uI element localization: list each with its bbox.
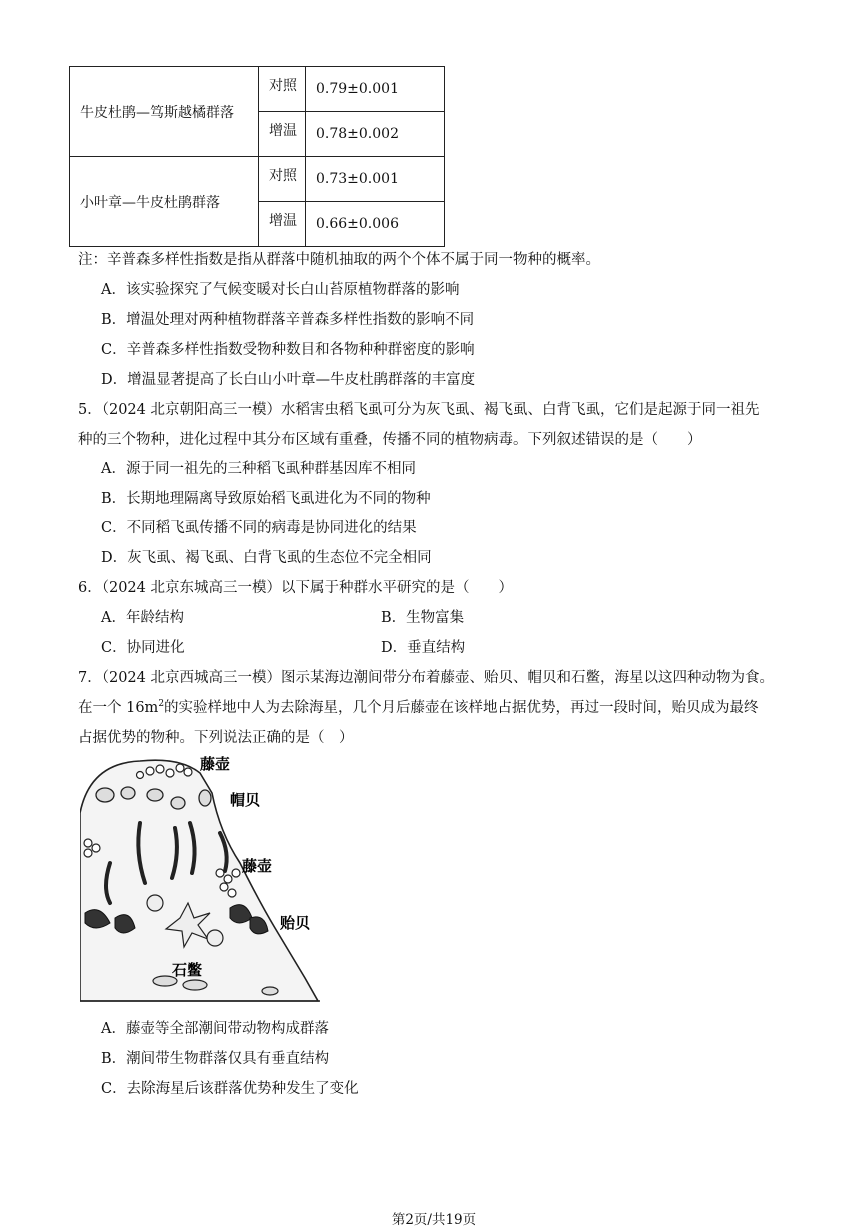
label-limpet: 帽贝 (230, 791, 261, 809)
value-cell: 0.73±0.001 (306, 157, 445, 202)
value-cell: 0.78±0.002 (306, 112, 445, 157)
treatment-cell: 对照 (259, 157, 306, 202)
q7-option-b: B．潮间带生物群落仅具有垂直结构 (101, 1051, 330, 1067)
q5-stem-line1: 5．（2024 北京朝阳高三一模）水稻害虫稻飞虱可分为灰飞虱、褐飞虱、白背飞虱，它们是起源于同一祖先 (78, 402, 760, 418)
q7-option-a: A．藤壶等全部潮间带动物构成群落 (101, 1021, 329, 1037)
q5-option-b: B．长期地理隔离导致原始稻飞虱进化为不同的物种 (101, 491, 431, 507)
q4-option-a: A．该实验探究了气候变暖对长白山苔原植物群落的影响 (101, 282, 460, 298)
group-name-1: 牛皮杜鹃—笃斯越橘群落 (70, 67, 259, 157)
q5-option-d: D．灰飞虱、褐飞虱、白背飞虱的生态位不完全相同 (101, 550, 432, 566)
q5-stem-line2: 种的三个物种，进化过程中其分布区域有重叠，传播不同的植物病毒。下列叙述错误的是（ ） (78, 432, 702, 448)
q6-stem: 6．（2024 北京东城高三一模）以下属于种群水平研究的是（ ） (78, 580, 513, 596)
label-mussel: 贻贝 (280, 914, 311, 932)
q6-option-d: D．垂直结构 (381, 640, 466, 656)
intertidal-illustration (80, 753, 320, 1003)
q7-stem-line3: 占据优势的物种。下列说法正确的是（ ） (78, 730, 354, 746)
q6-option-c: C．协同进化 (101, 640, 185, 656)
q5-option-a: A．源于同一祖先的三种稻飞虱种群基因库不相同 (101, 461, 416, 477)
q7-stem-line2: 在一个 $16m^2$的实验样地中人为去除海星，几个月后藤壶在该样地占据优势，再过一段时间，贻贝成为最终 (78, 699, 759, 716)
intertidal-figure (80, 753, 320, 1003)
q4-option-b: B．增温处理对两种植物群落辛普森多样性指数的影响不同 (101, 312, 475, 328)
q6-option-a: A．年龄结构 (101, 610, 184, 626)
treatment-cell: 对照 (259, 67, 306, 112)
table-note: 注：辛普森多样性指数是指从群落中随机抽取的两个个体不属于同一物种的概率。 (78, 252, 600, 268)
q7-option-c: C．去除海星后该群落优势种发生了变化 (101, 1081, 359, 1097)
label-chiton: 石鳖 (172, 961, 203, 979)
label-barnacle-mid: 藤壶 (242, 857, 273, 875)
label-barnacle-top: 藤壶 (200, 755, 231, 773)
treatment-cell: 增温 (259, 112, 306, 157)
q5-option-c: C．不同稻飞虱传播不同的病毒是协同进化的结果 (101, 520, 417, 536)
page-footer: 第2页/共19页 (391, 1212, 477, 1228)
treatment-cell: 增温 (259, 202, 306, 247)
q6-option-b: B．生物富集 (381, 610, 465, 626)
value-cell: 0.66±0.006 (306, 202, 445, 247)
q4-option-d: D．增温显著提高了长白山小叶章—牛皮杜鹃群落的丰富度 (101, 372, 476, 388)
q4-option-c: C．辛普森多样性指数受物种数目和各物种种群密度的影响 (101, 342, 475, 358)
q7-stem-line1: 7．（2024 北京西城高三一模）图示某海边潮间带分布着藤壶、贻贝、帽贝和石鳖，海星以这四种动物为食。 (78, 670, 774, 686)
value-cell: 0.79±0.001 (306, 67, 445, 112)
group-name-2: 小叶章—牛皮杜鹃群落 (70, 157, 259, 247)
data-table (69, 66, 445, 247)
